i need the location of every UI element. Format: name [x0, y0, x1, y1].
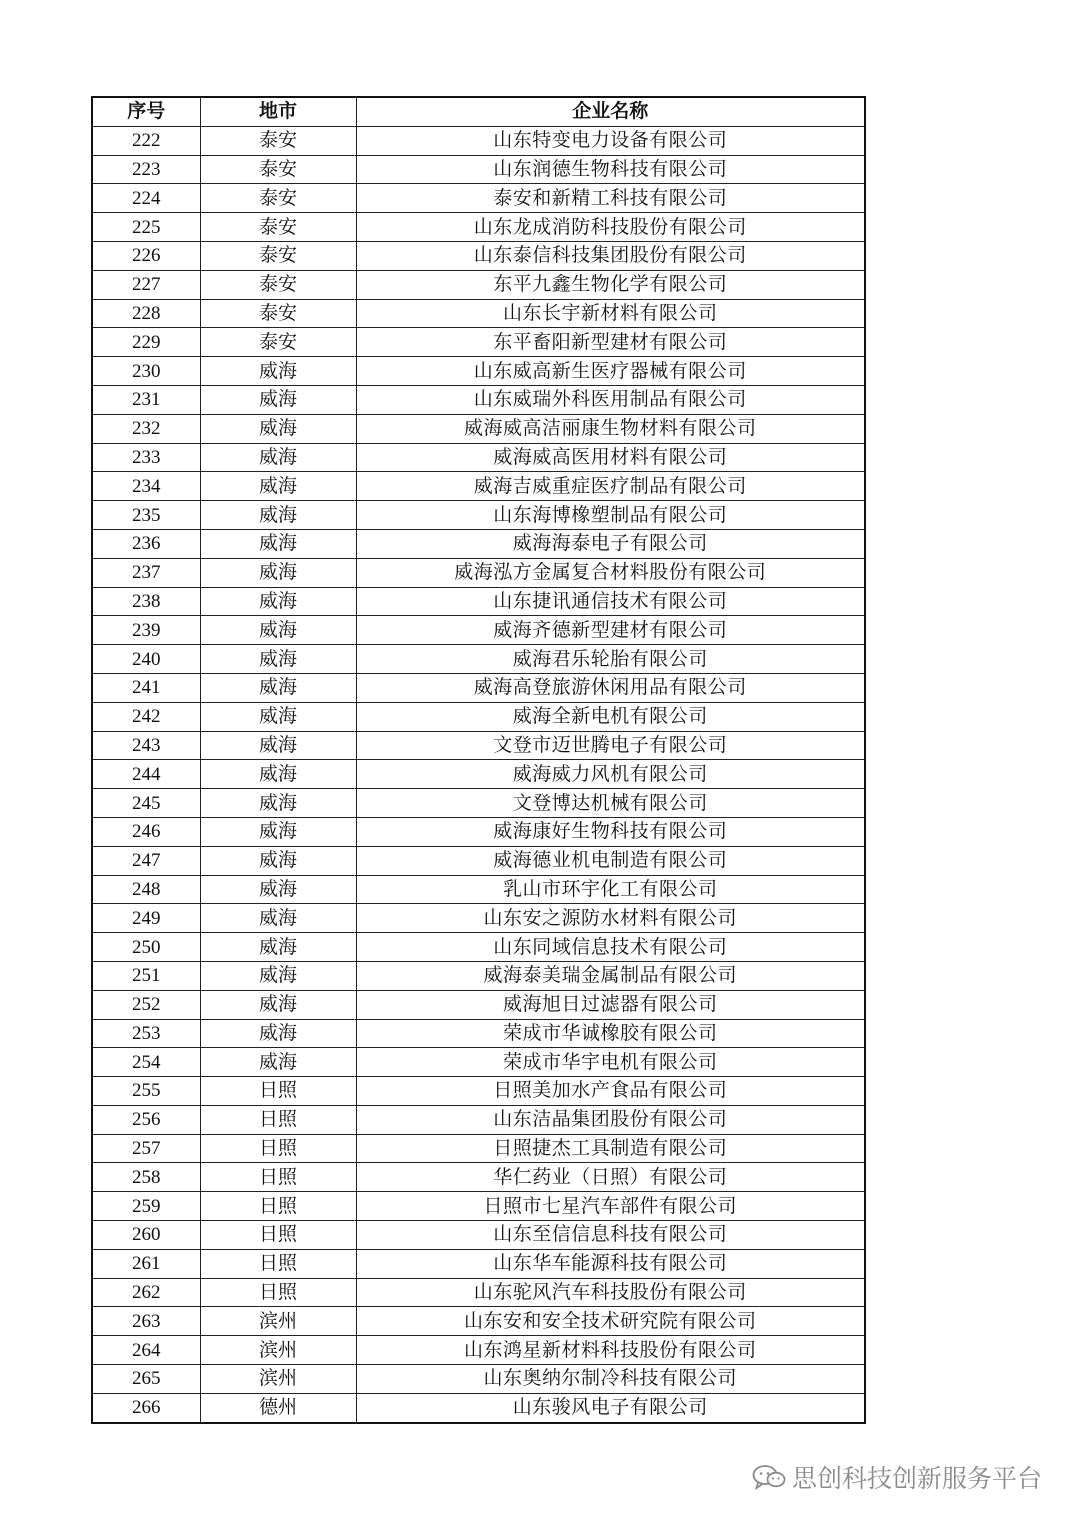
- cell-seq: 222: [92, 126, 200, 155]
- cell-company: 东平畜阳新型建材有限公司: [356, 328, 865, 357]
- cell-city: 威海: [200, 357, 356, 386]
- table-row: [92, 1307, 865, 1336]
- cell-city: 日照: [200, 1278, 356, 1307]
- table-row: [92, 645, 865, 674]
- table-row: [92, 241, 865, 270]
- table-row: [92, 1365, 865, 1394]
- cell-city: 泰安: [200, 184, 356, 213]
- table-row: [92, 1278, 865, 1307]
- cell-city: 威海: [200, 587, 356, 616]
- cell-company: 日照美加水产食品有限公司: [356, 1077, 865, 1106]
- cell-city: 威海: [200, 990, 356, 1019]
- cell-seq: 240: [92, 645, 200, 674]
- table-row: [92, 1019, 865, 1048]
- cell-seq: 263: [92, 1307, 200, 1336]
- cell-city: 日照: [200, 1105, 356, 1134]
- cell-seq: 231: [92, 385, 200, 414]
- cell-city: 威海: [200, 760, 356, 789]
- table-row: [92, 961, 865, 990]
- cell-city: 威海: [200, 443, 356, 472]
- cell-seq: 230: [92, 357, 200, 386]
- cell-seq: 258: [92, 1163, 200, 1192]
- table-row: [92, 443, 865, 472]
- table-row: [92, 1221, 865, 1250]
- cell-city: 泰安: [200, 270, 356, 299]
- cell-company: 山东骏风电子有限公司: [356, 1393, 865, 1422]
- cell-seq: 238: [92, 587, 200, 616]
- cell-seq: 265: [92, 1365, 200, 1394]
- cell-company: 威海全新电机有限公司: [356, 702, 865, 731]
- cell-seq: 236: [92, 529, 200, 558]
- cell-city: 威海: [200, 846, 356, 875]
- cell-city: 威海: [200, 702, 356, 731]
- cell-seq: 227: [92, 270, 200, 299]
- cell-company: 山东特变电力设备有限公司: [356, 126, 865, 155]
- cell-seq: 248: [92, 875, 200, 904]
- wechat-icon: [752, 1464, 786, 1490]
- cell-seq: 255: [92, 1077, 200, 1106]
- cell-seq: 256: [92, 1105, 200, 1134]
- table-row: [92, 1163, 865, 1192]
- table-row: [92, 702, 865, 731]
- cell-company: 山东奥纳尔制冷科技有限公司: [356, 1365, 865, 1394]
- cell-company: 威海威高医用材料有限公司: [356, 443, 865, 472]
- table-row: [92, 1249, 865, 1278]
- watermark-text: 思创科技创新服务平台: [791, 1464, 1042, 1493]
- cell-seq: 264: [92, 1336, 200, 1365]
- cell-seq: 257: [92, 1134, 200, 1163]
- cell-company: 东平九鑫生物化学有限公司: [356, 270, 865, 299]
- table-row: [92, 1336, 865, 1365]
- table-row: [92, 270, 865, 299]
- cell-company: 泰安和新精工科技有限公司: [356, 184, 865, 213]
- cell-company: 山东鸿星新材料科技股份有限公司: [356, 1336, 865, 1365]
- column-header-seq: 序号: [92, 97, 200, 126]
- cell-city: 威海: [200, 1019, 356, 1048]
- cell-city: 威海: [200, 817, 356, 846]
- table-row: [92, 760, 865, 789]
- cell-seq: 228: [92, 299, 200, 328]
- cell-seq: 237: [92, 558, 200, 587]
- cell-company: 山东安和安全技术研究院有限公司: [356, 1307, 865, 1336]
- cell-city: 日照: [200, 1134, 356, 1163]
- cell-company: 威海君乐轮胎有限公司: [356, 645, 865, 674]
- cell-seq: 223: [92, 155, 200, 184]
- cell-city: 滨州: [200, 1365, 356, 1394]
- cell-seq: 247: [92, 846, 200, 875]
- table-row: [92, 875, 865, 904]
- cell-company: 山东同域信息技术有限公司: [356, 933, 865, 962]
- cell-seq: 246: [92, 817, 200, 846]
- cell-city: 德州: [200, 1393, 356, 1422]
- cell-company: 山东安之源防水材料有限公司: [356, 904, 865, 933]
- cell-company: 文登博达机械有限公司: [356, 789, 865, 818]
- cell-city: 威海: [200, 385, 356, 414]
- cell-seq: 245: [92, 789, 200, 818]
- cell-seq: 232: [92, 414, 200, 443]
- table-row: [92, 1134, 865, 1163]
- cell-city: 威海: [200, 789, 356, 818]
- cell-company: 威海泓方金属复合材料股份有限公司: [356, 558, 865, 587]
- table-body: [92, 126, 865, 1422]
- table-row: [92, 328, 865, 357]
- cell-city: 泰安: [200, 126, 356, 155]
- cell-seq: 252: [92, 990, 200, 1019]
- cell-seq: 260: [92, 1221, 200, 1250]
- table-row: [92, 472, 865, 501]
- table-row: [92, 587, 865, 616]
- enterprise-list-table: [91, 96, 866, 1424]
- table-row: [92, 357, 865, 386]
- cell-company: 荣成市华宇电机有限公司: [356, 1048, 865, 1077]
- cell-city: 威海: [200, 933, 356, 962]
- table-row: [92, 673, 865, 702]
- cell-company: 山东长宇新材料有限公司: [356, 299, 865, 328]
- column-header-city: 地市: [200, 97, 356, 126]
- table-row: [92, 817, 865, 846]
- cell-seq: 259: [92, 1192, 200, 1221]
- cell-seq: 239: [92, 616, 200, 645]
- cell-seq: 235: [92, 501, 200, 530]
- cell-city: 威海: [200, 904, 356, 933]
- cell-city: 威海: [200, 731, 356, 760]
- cell-company: 山东威高新生医疗器械有限公司: [356, 357, 865, 386]
- cell-city: 日照: [200, 1077, 356, 1106]
- cell-seq: 261: [92, 1249, 200, 1278]
- table-row: [92, 990, 865, 1019]
- cell-seq: 262: [92, 1278, 200, 1307]
- cell-city: 威海: [200, 529, 356, 558]
- cell-city: 威海: [200, 501, 356, 530]
- cell-city: 日照: [200, 1249, 356, 1278]
- cell-company: 山东洁晶集团股份有限公司: [356, 1105, 865, 1134]
- cell-company: 威海旭日过滤器有限公司: [356, 990, 865, 1019]
- cell-city: 泰安: [200, 213, 356, 242]
- table-row: [92, 1393, 865, 1422]
- watermark: [752, 1459, 1042, 1495]
- cell-seq: 254: [92, 1048, 200, 1077]
- cell-city: 日照: [200, 1221, 356, 1250]
- cell-company: 威海德业机电制造有限公司: [356, 846, 865, 875]
- table-row: [92, 529, 865, 558]
- cell-seq: 225: [92, 213, 200, 242]
- cell-seq: 226: [92, 241, 200, 270]
- table-row: [92, 414, 865, 443]
- cell-seq: 244: [92, 760, 200, 789]
- cell-city: 威海: [200, 472, 356, 501]
- cell-company: 威海高登旅游休闲用品有限公司: [356, 673, 865, 702]
- cell-company: 威海齐德新型建材有限公司: [356, 616, 865, 645]
- table-row: [92, 846, 865, 875]
- cell-seq: 249: [92, 904, 200, 933]
- cell-company: 山东驼风汽车科技股份有限公司: [356, 1278, 865, 1307]
- cell-seq: 224: [92, 184, 200, 213]
- cell-company: 威海泰美瑞金属制品有限公司: [356, 961, 865, 990]
- cell-city: 泰安: [200, 241, 356, 270]
- cell-seq: 250: [92, 933, 200, 962]
- table-row: [92, 385, 865, 414]
- cell-company: 威海威力风机有限公司: [356, 760, 865, 789]
- cell-city: 日照: [200, 1163, 356, 1192]
- cell-company: 山东润德生物科技有限公司: [356, 155, 865, 184]
- table-row: [92, 558, 865, 587]
- cell-company: 山东泰信科技集团股份有限公司: [356, 241, 865, 270]
- cell-seq: 233: [92, 443, 200, 472]
- column-header-company: 企业名称: [356, 97, 865, 126]
- cell-city: 泰安: [200, 328, 356, 357]
- table-row: [92, 501, 865, 530]
- cell-city: 威海: [200, 1048, 356, 1077]
- cell-city: 滨州: [200, 1307, 356, 1336]
- cell-city: 威海: [200, 414, 356, 443]
- table-row: [92, 731, 865, 760]
- cell-city: 滨州: [200, 1336, 356, 1365]
- cell-city: 日照: [200, 1192, 356, 1221]
- cell-company: 日照市七星汽车部件有限公司: [356, 1192, 865, 1221]
- cell-seq: 229: [92, 328, 200, 357]
- cell-city: 威海: [200, 616, 356, 645]
- cell-company: 文登市迈世腾电子有限公司: [356, 731, 865, 760]
- cell-city: 泰安: [200, 299, 356, 328]
- cell-city: 泰安: [200, 155, 356, 184]
- cell-company: 山东至信信息科技有限公司: [356, 1221, 865, 1250]
- cell-seq: 243: [92, 731, 200, 760]
- cell-seq: 242: [92, 702, 200, 731]
- cell-company: 山东龙成消防科技股份有限公司: [356, 213, 865, 242]
- cell-city: 威海: [200, 558, 356, 587]
- table-header-row: [92, 97, 865, 126]
- cell-seq: 253: [92, 1019, 200, 1048]
- table-row: [92, 904, 865, 933]
- table-row: [92, 1048, 865, 1077]
- cell-company: 威海康好生物科技有限公司: [356, 817, 865, 846]
- cell-company: 山东威瑞外科医用制品有限公司: [356, 385, 865, 414]
- table-row: [92, 299, 865, 328]
- cell-seq: 234: [92, 472, 200, 501]
- cell-company: 荣成市华诚橡胶有限公司: [356, 1019, 865, 1048]
- cell-city: 威海: [200, 961, 356, 990]
- cell-company: 威海威高洁丽康生物材料有限公司: [356, 414, 865, 443]
- cell-company: 威海吉威重症医疗制品有限公司: [356, 472, 865, 501]
- cell-company: 威海海泰电子有限公司: [356, 529, 865, 558]
- cell-company: 日照捷杰工具制造有限公司: [356, 1134, 865, 1163]
- cell-company: 乳山市环宇化工有限公司: [356, 875, 865, 904]
- table-row: [92, 126, 865, 155]
- cell-city: 威海: [200, 875, 356, 904]
- cell-seq: 251: [92, 961, 200, 990]
- table-row: [92, 933, 865, 962]
- cell-seq: 241: [92, 673, 200, 702]
- cell-city: 威海: [200, 673, 356, 702]
- table-row: [92, 1077, 865, 1106]
- cell-company: 华仁药业（日照）有限公司: [356, 1163, 865, 1192]
- cell-company: 山东海博橡塑制品有限公司: [356, 501, 865, 530]
- cell-company: 山东华车能源科技有限公司: [356, 1249, 865, 1278]
- table-row: [92, 1192, 865, 1221]
- cell-company: 山东捷讯通信技术有限公司: [356, 587, 865, 616]
- cell-seq: 266: [92, 1393, 200, 1422]
- table-row: [92, 155, 865, 184]
- table-row: [92, 789, 865, 818]
- table-row: [92, 616, 865, 645]
- table-row: [92, 184, 865, 213]
- table-row: [92, 213, 865, 242]
- table-row: [92, 1105, 865, 1134]
- cell-city: 威海: [200, 645, 356, 674]
